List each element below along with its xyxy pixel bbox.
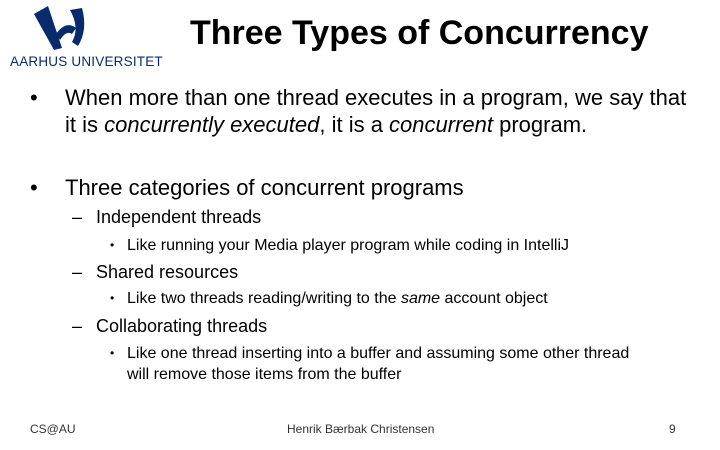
bullet-dot-icon: • (110, 238, 115, 252)
detail-text: Like running your Media player program while coding in IntelliJ (127, 237, 570, 254)
dash-icon: – (72, 316, 83, 336)
dash-icon: – (72, 207, 83, 227)
detail-text: Like one thread inserting into a buffer and assuming some other thread will remove those items from the buffer (127, 345, 630, 383)
slide-title: Three Types of Concurrency (190, 14, 649, 52)
bullet-dot-icon: • (30, 175, 38, 200)
detail-text: Like two threads reading/writing to the same account object (127, 290, 548, 307)
bullet-text: When more than one thread executes in a program, we say that it is concurrently executed, it is a concurrent program. (65, 85, 687, 137)
bullet-text: Three categories of concurrent programs (65, 175, 464, 200)
bullet-dot-icon: • (30, 85, 38, 110)
footer-left: CS@AU (30, 422, 76, 436)
bullet-dot-icon: • (110, 346, 115, 360)
footer-author: Henrik Bærbak Christensen (287, 422, 435, 436)
emphasis-text: concurrent (389, 112, 493, 137)
bullet-dot-icon: • (110, 291, 115, 305)
page-number: 9 (669, 422, 676, 436)
emphasis-text: concurrently executed (104, 112, 320, 137)
sub-bullet-text: Independent threads (96, 207, 262, 227)
sub-bullet-text: Collaborating threads (96, 316, 268, 336)
sub-bullet-text: Shared resources (96, 262, 239, 282)
logo-text: AARHUS UNIVERSITET (10, 54, 163, 69)
emphasis-text: same (400, 290, 441, 307)
dash-icon: – (72, 262, 83, 282)
